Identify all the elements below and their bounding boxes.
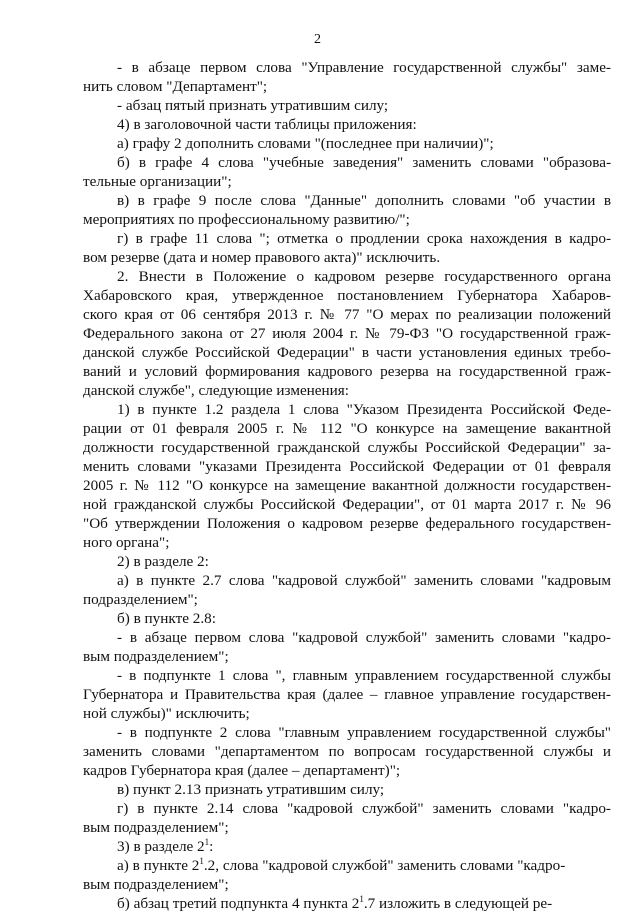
text-line: ского края от 06 сентября 2013 г. № 77 "О мерах по реализации положений [83,306,611,323]
text-segment: а) в пункте 2 [117,857,200,874]
text-line: - в абзаце первом слова "кадровой службой" заменить словами "кадро- [117,629,611,646]
text-line: - в абзаце первом слова "Управление государственной службы" заме- [117,59,611,76]
text-line: б) в пункте 2.8: [117,610,216,627]
text-line: 2005 г. № 112 "О конкурсе на замещение вакантной должности государствен- [83,477,611,494]
text-line: подразделением"; [83,591,198,608]
text-line: г) в пункте 2.14 слова "кадровой службой" заменить словами "кадро- [117,800,611,817]
superscript: 1 [199,856,204,866]
superscript: 1 [359,894,364,904]
text-line: вом резерве (дата и номер правового акта)" исключить. [83,249,441,266]
text-segment: .7 изложить в следующей ре- [363,895,553,912]
text-line: вым подразделением"; [83,648,229,665]
text-segment: .2, слова "кадровой службой" заменить словами "кадро- [203,857,566,874]
text-line: ной гражданской службы Российской Федерации", от 01 марта 2017 г. № 96 [83,496,611,513]
text-line: данской службе", следующие изменения: [83,382,350,399]
text-line: данской службе Российской Федерации" в части установления единых требо- [83,344,611,361]
text-line: ваний и условий формирования кадрового резерва на государственной граж- [83,363,611,380]
page-number: 2 [314,32,321,47]
text-line: 2. Внести в Положение о кадровом резерве государственного органа [117,268,611,285]
document-body [83,58,611,913]
text-line: Федерального закона от 27 июля 2004 г. № 79-ФЗ "О государственной граж- [83,325,611,342]
text-line: в) в графе 9 после слова "Данные" дополнить словами "об участии в [117,192,611,209]
text-line [83,894,611,913]
text-line: вым подразделением"; [83,819,229,836]
text-line: 1) в пункте 1.2 раздела 1 слова "Указом Президента Российской Феде- [117,401,611,418]
text-line: нить словом "Департамент"; [83,78,268,95]
text-line: 2) в разделе 2: [117,553,209,570]
text-line: а) в пункте 2.7 слова "кадровой службой" заменить словами "кадровым [117,572,611,589]
text-line: кадров Губернатора края (далее – департамент)"; [83,762,401,779]
text-segment: : [209,838,214,855]
text-line: "Об утверждении Положения о кадровом резерве федерального государствен- [83,515,611,532]
text-line: ной службы)" исключить; [83,705,250,722]
text-line: б) в графе 4 слова "учебные заведения" заменить словами "образова- [117,154,611,171]
text-line: в) пункт 2.13 признать утратившим силу; [117,781,385,798]
text-line: - в подпункте 1 слова ", главным управлением государственной службы [117,667,611,684]
text-line: ного органа"; [83,534,170,551]
text-line: г) в графе 11 слова "; отметка о продлении срока нахождения в кадро- [117,230,611,247]
text-segment: б) абзац третий подпункта 4 пункта 2 [117,895,360,912]
text-line: рации от 01 февраля 2005 г. № 112 "О конкурсе на замещение вакантной [83,420,611,437]
text-segment: 3) в разделе 2 [117,838,205,855]
text-line: тельные организации"; [83,173,232,190]
text-line: а) графу 2 дополнить словами "(последнее при наличии)"; [117,135,494,152]
text-line: - абзац пятый признать утратившим силу; [117,97,389,114]
text-line: мероприятиях по профессиональному развитию/"; [83,211,410,228]
text-line: заменить словами "департаментом по вопросам государственной службы и [83,743,611,760]
text-line: менить словами "указами Президента Российской Федерации от 01 февраля [83,458,611,475]
text-line: Хабаровского края, утвержденное постановлением Губернатора Хабаров- [83,287,611,304]
text-line [83,837,611,856]
text-line [83,856,611,875]
text-line: должности государственной гражданской службы Российской Федерации" за- [83,439,611,456]
text-line: Губернатора и Правительства края (далее – главное управление государствен- [83,686,611,703]
text-line: - в подпункте 2 слова "главным управлением государственной службы" [117,724,611,741]
text-line: вым подразделением"; [83,876,229,893]
text-line: 4) в заголовочной части таблицы приложения: [117,116,417,133]
superscript: 1 [204,837,210,847]
